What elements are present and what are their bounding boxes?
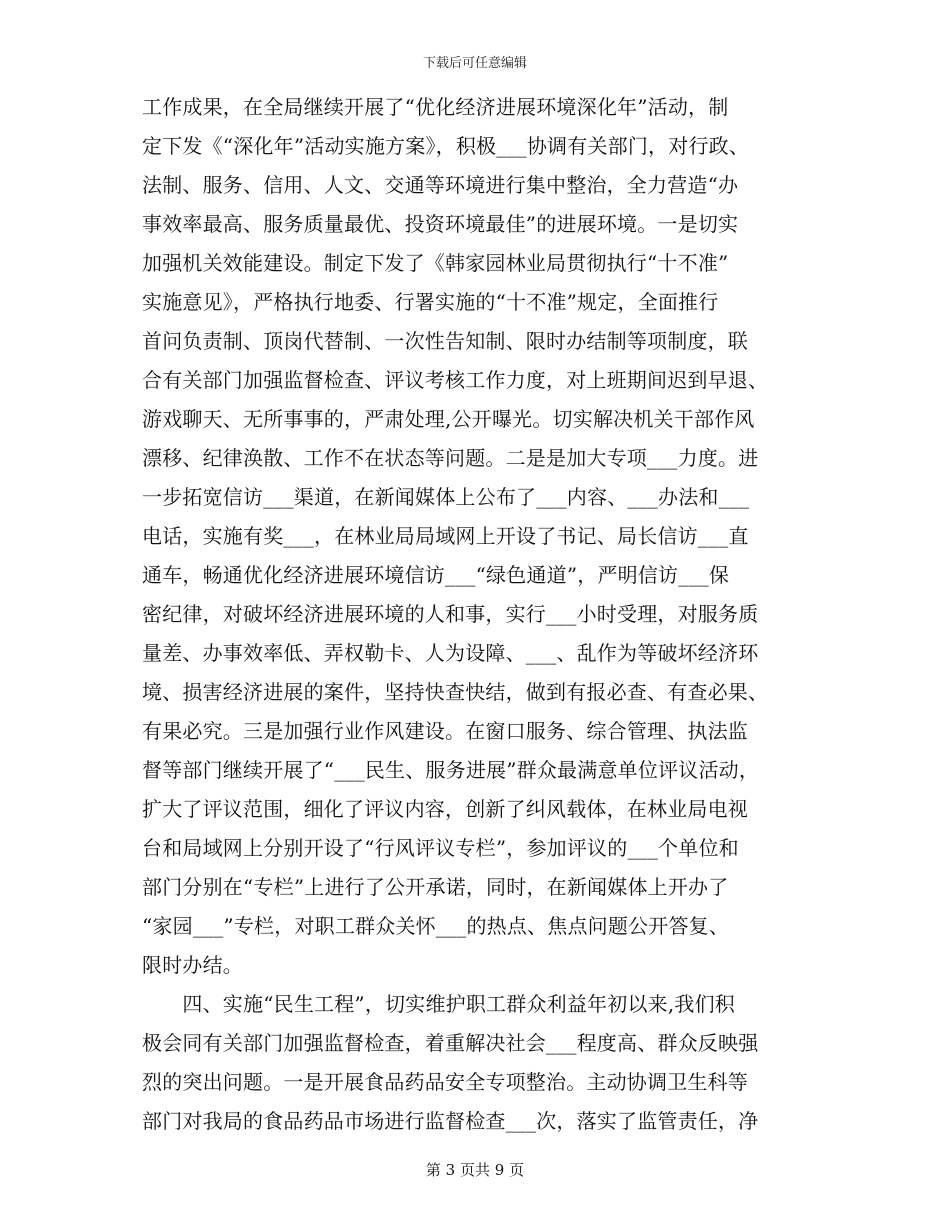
text-line: 首问负责制、顶岗代替制、一次性告知制、限时办结制等项制度，联 — [142, 329, 748, 353]
text-line: 部门对我局的食品药品市场进行监督检查___次，落实了监管责任，净 — [142, 1109, 759, 1133]
text-line: 实施意见》，严格执行地委、行署实施的“十不准”规定，全面推行 — [142, 290, 719, 314]
document-body — [142, 88, 822, 1141]
text-line: 电话，实施有奖___，在林业局局域网上开设了书记、局长信访___直 — [142, 524, 749, 548]
text-line: 限时办结。 — [142, 953, 243, 977]
text-line: 境、损害经济进展的案件，坚持快查快结，做到有报必查、有查必果、 — [142, 680, 769, 704]
text-line: 工作成果，在全局继续开展了“优化经济进展环境深化年”活动，制 — [142, 95, 729, 119]
text-line: 加强机关效能建设。制定下发了《韩家园林业局贯彻执行“十不准” — [142, 251, 729, 275]
text-line: 量差、办事效率低、弄权勒卡、人为设障、___、乱作为等破坏经济环 — [142, 641, 759, 665]
text-line: 一步拓宽信访___渠道，在新闻媒体上公布了___内容、___办法和___ — [142, 485, 750, 509]
text-line: 台和局域网上分别开设了“行风评议专栏”，参加评议的___个单位和 — [142, 836, 739, 860]
text-line: 烈的突出问题。一是开展食品药品安全专项整治。主动协调卫生科等 — [142, 1070, 748, 1094]
text-line: 扩大了评议范围，细化了评议内容，创新了纠风载体，在林业局电视 — [142, 797, 748, 821]
text-line: 密纪律，对破坏经济进展环境的人和事，实行___小时受理，对服务质 — [142, 602, 759, 626]
text-line: 督等部门继续开展了“___民生、服务进展”群众最满意单位评议活动， — [142, 758, 760, 782]
text-line: 法制、服务、信用、人文、交通等环境进行集中整治，全力营造“办 — [142, 173, 739, 197]
text-line: 四、实施“民生工程”，切实维护职工群众利益年初以来,我们积 — [142, 992, 736, 1016]
text-line: 事效率最高、服务质量最优、投资环境最佳”的进展环境。一是切实 — [142, 212, 739, 236]
text-line: 通车，畅通优化经济进展环境信访___“绿色通道”，严明信访___保 — [142, 563, 730, 587]
page-header: 下载后可任意编辑 — [422, 56, 527, 71]
text-line: 定下发《“深化年”活动实施方案》，积极___协调有关部门，对行政、 — [142, 134, 750, 158]
text-line: 部门分别在“专栏”上进行了公开承诺，同时，在新闻媒体上开办了 — [142, 875, 729, 899]
text-line: “家园___”专栏，对职工群众关怀___的热点、焦点问题公开答复、 — [142, 914, 730, 938]
text-line: 漂移、纪律涣散、工作不在状态等问题。二是是加大专项___力度。进 — [142, 446, 759, 470]
page-number: 第 3 页共 9 页 — [425, 1161, 525, 1179]
text-line: 游戏聊天、无所事事的，严肃处理,公开曝光。切实解决机关干部作风 — [142, 407, 755, 431]
text-line: 有果必究。三是加强行业作风建设。在窗口服务、综合管理、执法监 — [142, 719, 748, 743]
text-line: 极会同有关部门加强监督检查，着重解决社会___程度高、群众反映强 — [142, 1031, 759, 1055]
text-line: 合有关部门加强监督检查、评议考核工作力度，对上班期间迟到早退、 — [142, 368, 769, 392]
